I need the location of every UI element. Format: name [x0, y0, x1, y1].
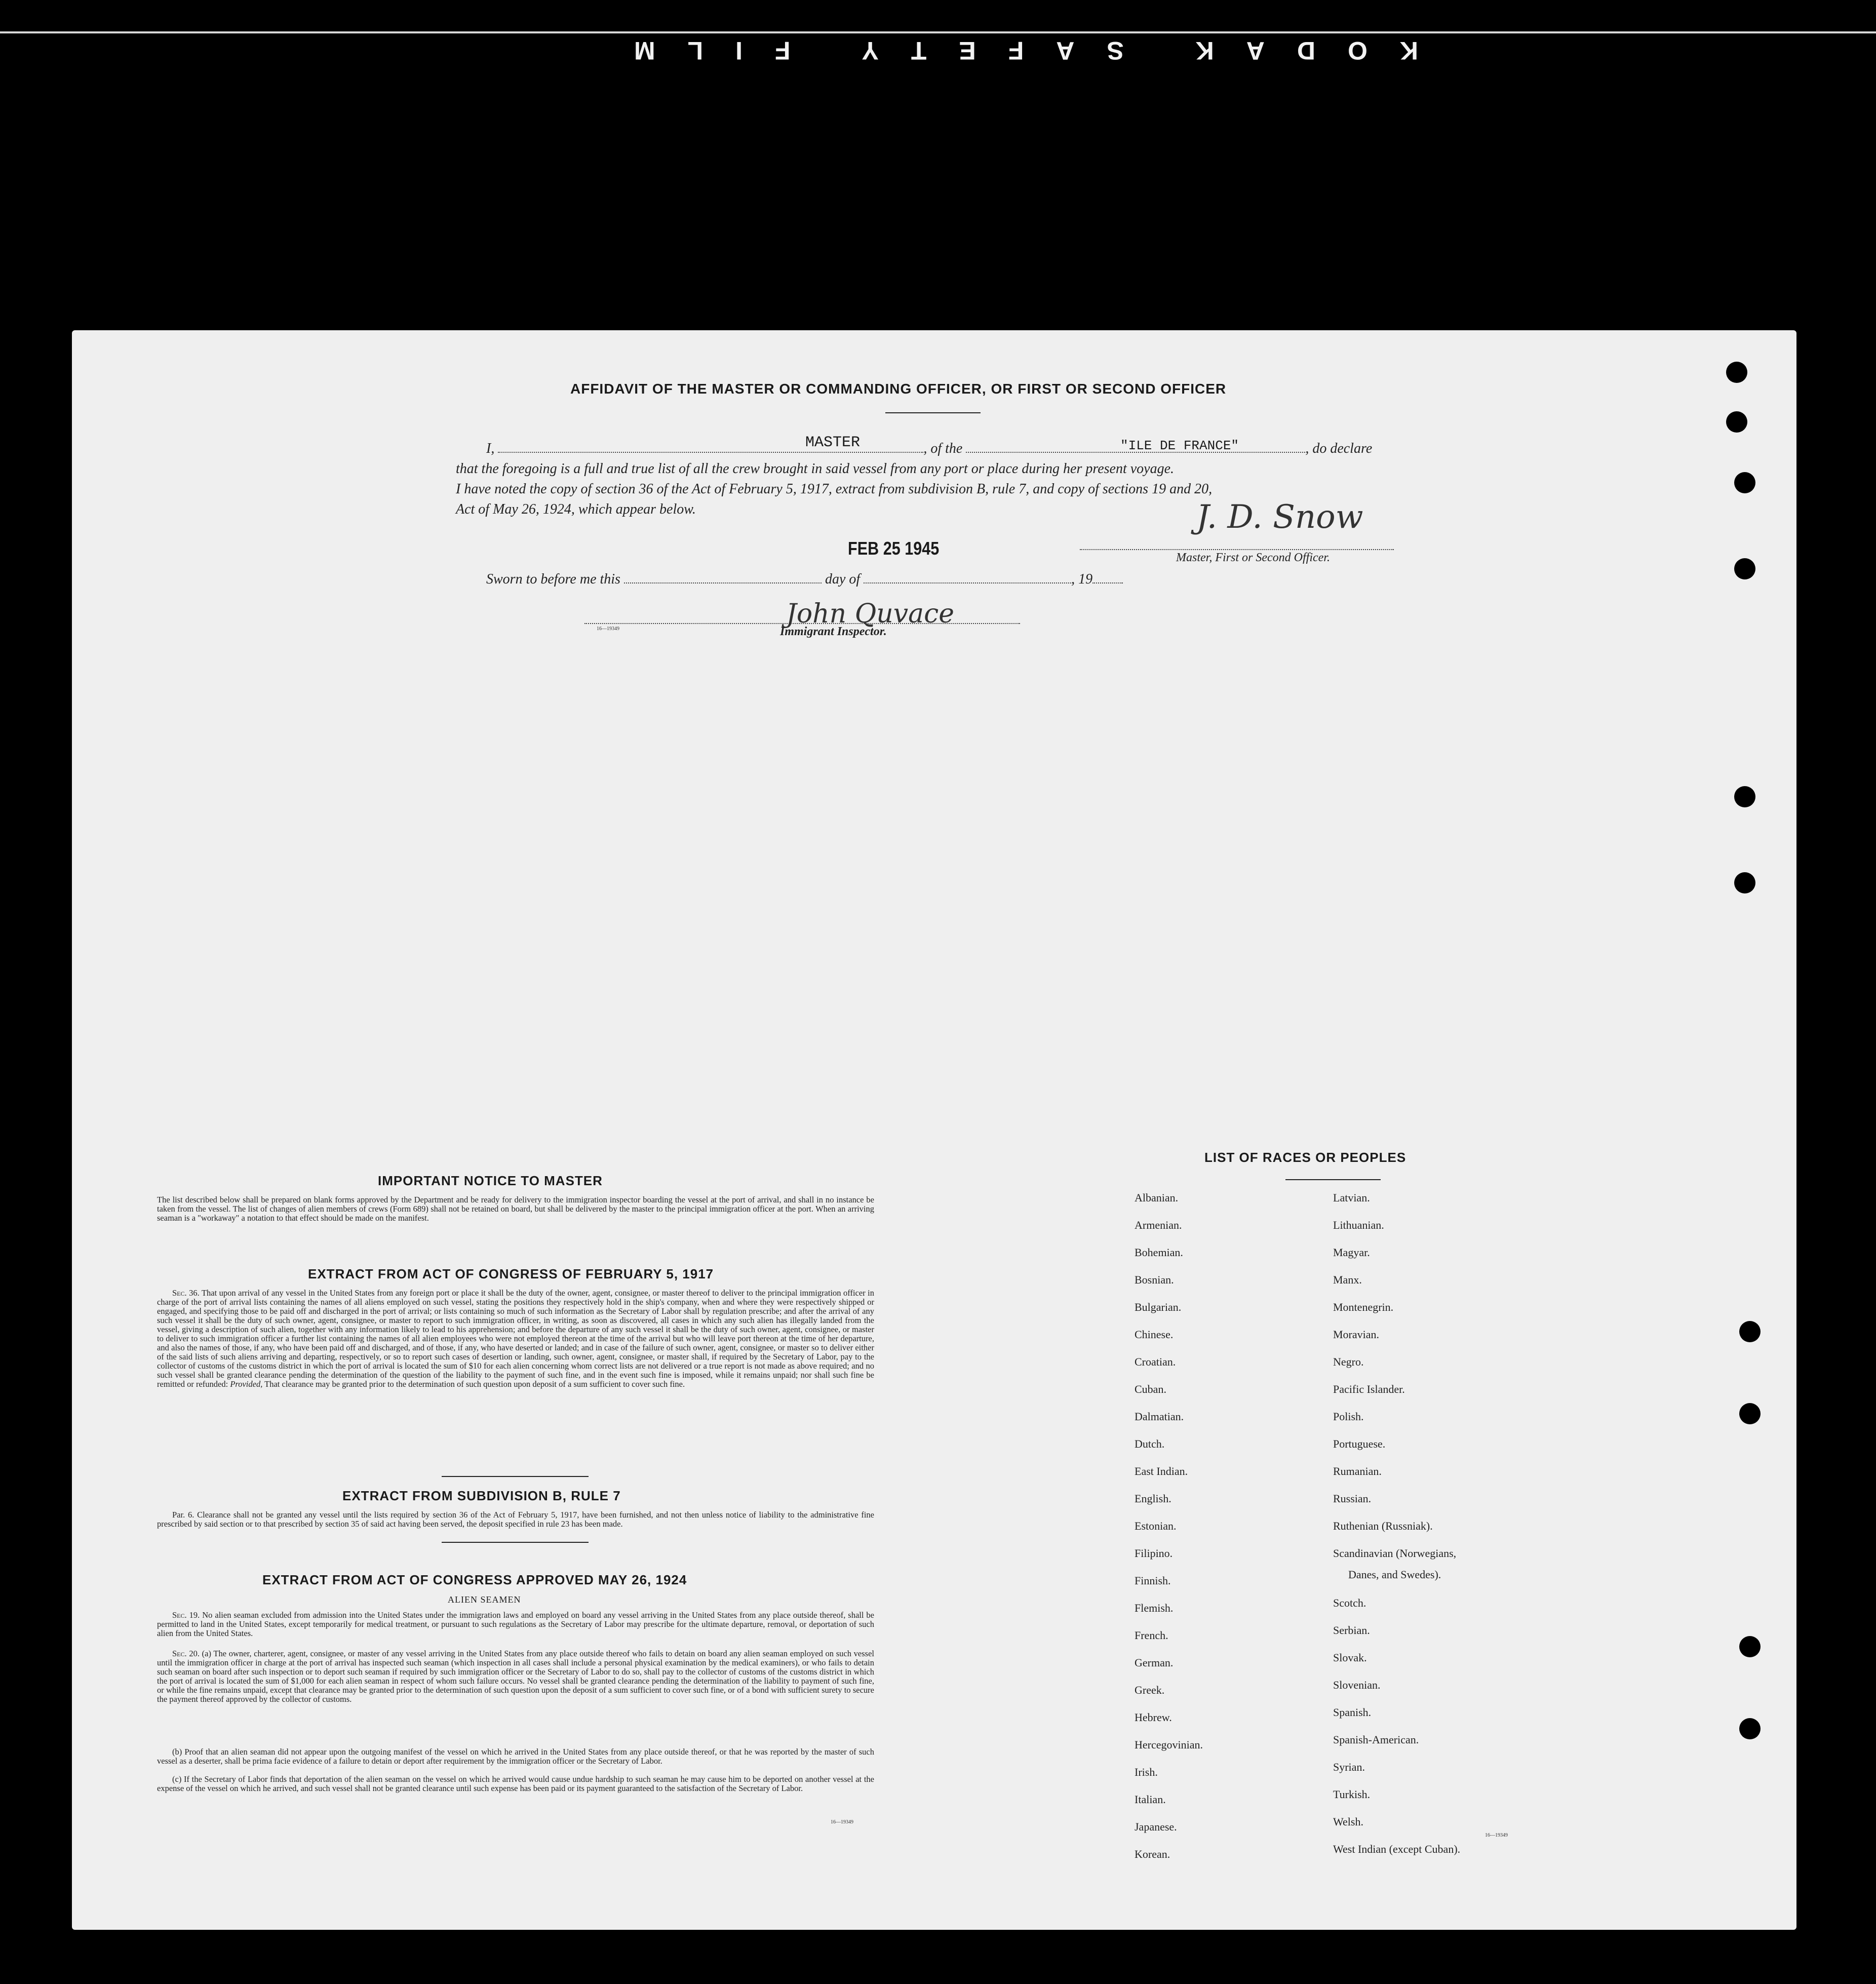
- extract-1924-subtitle: ALIEN SEAMEN: [448, 1594, 521, 1605]
- race-right-item: Latvian.: [1333, 1191, 1370, 1204]
- sec19-text: No alien seaman excluded from admission into the United States under the immigration laws and employed on board any vessel arriving in the United States from any place outside thereof, shall be permitted to land in the United States, except temporarily for medical treatment, or pursuant to such regulations as the Secretary of Labor may prescribe for the ultimate departure, removal, or deportation of such alien from the United States.: [157, 1610, 875, 1638]
- race-left-item: English.: [1135, 1492, 1171, 1505]
- race-right-item: Portuguese.: [1333, 1437, 1386, 1450]
- race-right-item: Montenegrin.: [1333, 1301, 1394, 1313]
- master-signature-line: [1080, 549, 1394, 550]
- sworn-month-blank: [864, 572, 1071, 583]
- rule7-text: Par. 6. Clearance shall not be granted any vessel until the lists required by section 36 of the Act of February 5, 1917, have been furnished, and not then unless notice of liability to the administrative fine prescribed by said section or to that prescribed by section 35 of said act having been served, the deposit specified in rule 23 has been made.: [157, 1510, 874, 1529]
- film-edge-line: [0, 31, 1876, 33]
- declaration-i: I,: [486, 441, 495, 456]
- extract-1917-sec: Sec. 36.: [172, 1288, 200, 1298]
- sec19-label: Sec. 19.: [172, 1610, 200, 1620]
- race-right-item: Spanish.: [1333, 1706, 1372, 1719]
- race-right-continuation: Danes, and Swedes).: [1348, 1568, 1441, 1581]
- race-left-item: Bohemian.: [1135, 1246, 1183, 1259]
- affidavit-title: AFFIDAVIT OF THE MASTER OR COMMANDING OFFICER, OR FIRST OR SECOND OFFICER: [570, 381, 1227, 397]
- punch-hole: [1739, 1403, 1761, 1424]
- declaration-line-1: [486, 441, 1372, 457]
- punch-hole: [1739, 1718, 1761, 1739]
- extract-1917-body-end: That clearance may be granted prior to the determination of such question upon deposit of a sum sufficient to cover such fine.: [264, 1379, 685, 1389]
- race-right-item: Serbian.: [1333, 1624, 1370, 1637]
- race-left-item: Korean.: [1135, 1848, 1170, 1860]
- notice-title: IMPORTANT NOTICE TO MASTER: [378, 1173, 603, 1188]
- inspector-signature: John Quvace: [786, 599, 955, 629]
- affidavit-form-number: 16—19349: [597, 626, 619, 632]
- race-right-item: Negro.: [1333, 1355, 1364, 1368]
- race-right-item: Welsh.: [1333, 1815, 1363, 1828]
- race-left-item: Albanian.: [1135, 1191, 1179, 1204]
- day-of-label: day of: [825, 571, 861, 587]
- declaration-line-2: that the foregoing is a full and true list of all the crew brought in said vessel from any port or place during her present voyage.: [456, 461, 1175, 477]
- race-right-item: Slovenian.: [1333, 1679, 1381, 1691]
- race-right-item: Spanish-American.: [1333, 1733, 1419, 1746]
- extract-1917-provided: Provided,: [230, 1379, 263, 1389]
- rule7-rule: [442, 1542, 589, 1543]
- race-left-item: Japanese.: [1135, 1820, 1177, 1833]
- vessel-value: "ILE DE FRANCE": [1120, 438, 1239, 453]
- race-left-item: Hebrew.: [1135, 1711, 1172, 1724]
- race-right-item: Magyar.: [1333, 1246, 1370, 1259]
- race-right-item: Ruthenian (Russniak).: [1333, 1520, 1433, 1532]
- race-left-item: French.: [1135, 1629, 1168, 1642]
- race-left-item: Filipino.: [1135, 1547, 1173, 1560]
- declaration-line-4: Act of May 26, 1924, which appear below.: [456, 501, 696, 517]
- race-left-item: Bosnian.: [1135, 1273, 1174, 1286]
- race-right-item: Rumanian.: [1333, 1465, 1382, 1477]
- extract-1924-form-number: 16—19349: [831, 1819, 853, 1825]
- races-form-number: 16—19349: [1485, 1833, 1508, 1838]
- extract-1917-title: EXTRACT FROM ACT OF CONGRESS OF FEBRUARY 5, 1917: [308, 1266, 714, 1281]
- extract-1917-body: That upon arrival of any vessel in the United States from any foreign port or place it shall be the duty of the owner, agent, consignee, or master thereof to deliver to the principal immigration officer in charge of the port of arrival lists containing the names of all aliens employed on such vessel, stating the positions they respectively hold in the ship's company, when and where they were respectively shipped or engaged, and specifying those to be paid off and discharged in the port of arrival; or lists containing so much of such information as the Secretary of Labor shall by regulation prescribe; and after the arrival of any such vessel it shall be the duty of such owner, agent, consignee, or master to report to such immigration officer, in writing, as soon as discovered, all cases in which any such alien has illegally landed from the vessel, giving a description of such alien, together with any information likely to lead to his apprehension; and before the departure of any such vessel it shall be the duty of such owner, agent, consignee, or master to deliver to such immigration officer a further list containing the names of all alien employees who were not employed thereon at the time of the arrival but who will leave port thereon at the time of her departure, and also the names of those, if any, who have been paid off and discharged, and of those, if any, who have deserted or landed; and in case of the failure of such owner, agent, consignee, or master so to deliver either of the said lists of such aliens arriving and departing, respectively, or so to report such cases of desertion or landing, such owner, agent, consignee, or master shall, if required by the Secretary of Labor, pay to the collector of customs of the customs district in which the port of arrival is located the sum of $10 for each alien concerning whom correct lists are not delivered or a true report is not made as above required; and no such vessel shall be granted clearance pending the determination of the question of the liability to the payment of such fine, and in the event such fine is imposed, while it remains unpaid; nor shall such fine be remitted or refunded:: [157, 1288, 875, 1389]
- punch-hole: [1739, 1636, 1761, 1657]
- extract-1917-text: [157, 1289, 874, 1389]
- race-left-item: Cuban.: [1135, 1383, 1166, 1395]
- races-title: LIST OF RACES OR PEOPLES: [1204, 1150, 1406, 1165]
- race-left-item: Croatian.: [1135, 1355, 1176, 1368]
- race-right-item: Slovak.: [1333, 1651, 1367, 1664]
- race-left-item: Dalmatian.: [1135, 1410, 1184, 1423]
- sworn-day-blank: [624, 572, 822, 583]
- sec20-label: Sec. 20.: [172, 1649, 200, 1658]
- sworn-line: [486, 571, 1123, 588]
- race-right-item: Pacific Islander.: [1333, 1383, 1405, 1395]
- race-right-item: Turkish.: [1333, 1788, 1371, 1801]
- extract-1924-sec20b: (b) Proof that an alien seaman did not appear upon the outgoing manifest of the vessel on which he arrived in the United States from any place outside thereof, or that he was reported by the master of such vessel as a deserter, shall be prima facie evidence of a failure to detain or deport after requirement by the immigration officer or the Secretary of Labor.: [157, 1747, 874, 1766]
- punch-hole: [1734, 872, 1755, 893]
- extract-1924-title: EXTRACT FROM ACT OF CONGRESS APPROVED MAY 26, 1924: [262, 1572, 687, 1587]
- notice-text: The list described below shall be prepared on blank forms approved by the Department and be ready for delivery to the immigration inspector boarding the vessel at the port of arrival, and shall in no instance be taken from the vessel. The list of changes of alien members of crews (Form 689) shall not be retained on board, but shall be delivered by the master to the principal immigration officer at the port. When an arriving seaman is a "workaway" a notation to that effect should be made on the manifest.: [157, 1195, 874, 1223]
- race-left-item: East Indian.: [1135, 1465, 1188, 1477]
- punch-hole: [1734, 472, 1755, 493]
- inspector-caption: Immigrant Inspector.: [780, 625, 887, 638]
- race-right-item: West Indian (except Cuban).: [1333, 1843, 1461, 1855]
- document-page: [72, 330, 1796, 1930]
- extract-1924-sec19: [157, 1611, 874, 1638]
- race-right-item: Polish.: [1333, 1410, 1364, 1423]
- race-left-item: Italian.: [1135, 1793, 1166, 1806]
- punch-hole: [1726, 411, 1747, 433]
- sworn-year-blank: [1092, 572, 1123, 583]
- race-right-item: Scandinavian (Norwegians,: [1333, 1547, 1457, 1560]
- title-rule: [885, 412, 981, 413]
- sworn-prefix: Sworn to before me this: [486, 571, 620, 587]
- do-declare-label: , do declare: [1305, 441, 1373, 456]
- race-left-item: Chinese.: [1135, 1328, 1174, 1341]
- race-left-item: Dutch.: [1135, 1437, 1165, 1450]
- punch-hole: [1739, 1321, 1761, 1342]
- year-prefix: , 19: [1071, 571, 1093, 587]
- extract-1924-sec20: [157, 1649, 874, 1704]
- race-right-item: Syrian.: [1333, 1761, 1365, 1773]
- film-edge-text: KODAK SAFETY FILM: [601, 36, 1418, 65]
- master-caption: Master, First or Second Officer.: [1176, 551, 1330, 564]
- punch-hole: [1734, 558, 1755, 579]
- race-right-item: Lithuanian.: [1333, 1219, 1384, 1231]
- race-left-item: Flemish.: [1135, 1602, 1174, 1614]
- declaration-line-3: I have noted the copy of section 36 of the Act of February 5, 1917, extract from subdivision B, rule 7, and copy of sections 19 and 20,: [456, 481, 1213, 497]
- punch-hole: [1734, 786, 1755, 807]
- rule7-title: EXTRACT FROM SUBDIVISION B, RULE 7: [342, 1488, 621, 1503]
- race-left-item: Estonian.: [1135, 1520, 1177, 1532]
- races-rule: [1285, 1179, 1381, 1180]
- race-right-item: Russian.: [1333, 1492, 1372, 1505]
- race-left-item: Irish.: [1135, 1766, 1158, 1778]
- race-right-item: Scotch.: [1333, 1597, 1366, 1609]
- extract-1924-sec20c: (c) If the Secretary of Labor finds that deportation of the alien seaman on the vessel on which he arrived would cause undue hardship to such seaman he may cause him to be deported on another vessel at the expense of the vessel on which he arrived, and such vessel shall not be granted clearance until such expense has been paid or its payment guaranteed to the satisfaction of the Secretary of Labor.: [157, 1774, 874, 1793]
- race-left-item: Finnish.: [1135, 1574, 1171, 1587]
- race-left-item: Hercegovinian.: [1135, 1738, 1203, 1751]
- extract-1917-rule: [442, 1476, 589, 1477]
- master-signature: J. D. Snow: [1196, 498, 1363, 536]
- master-value: MASTER: [805, 434, 861, 451]
- race-right-item: Moravian.: [1333, 1328, 1380, 1341]
- punch-hole: [1726, 362, 1747, 383]
- race-left-item: German.: [1135, 1656, 1174, 1669]
- race-left-item: Greek.: [1135, 1684, 1165, 1696]
- date-stamp: FEB 25 1945: [848, 538, 940, 559]
- of-the-label: , of the: [923, 441, 963, 456]
- sec20a-text: (a) The owner, charterer, agent, consignee, or master of any vessel arriving in the United States from any place outside thereof who fails to detain on board any alien seaman employed on such vessel until the immigration officer in charge at the port of arrival has inspected such seaman (which inspection in all cases shall include a personal physical examination by the medical examiners), or who fails to detain such seaman on board after such inspection or to deport such seaman if required by such immigration officer or the Secretary of Labor to do so, shall pay to the collector of customs of the customs district in which the port of arrival is located the sum of $1,000 for each alien seaman in respect of whom such failure occurs. No vessel shall be granted clearance pending the determination of the liability to payment of such fine, or while the fine remains unpaid, except that clearance may be granted prior to the determination of such question upon the deposit of a sum sufficient to cover such fine, or of a bond with sufficient surety to secure the payment thereof approved by the collector of customs.: [157, 1649, 875, 1704]
- race-left-item: Armenian.: [1135, 1219, 1182, 1231]
- race-right-item: Manx.: [1333, 1273, 1362, 1286]
- race-left-item: Bulgarian.: [1135, 1301, 1182, 1313]
